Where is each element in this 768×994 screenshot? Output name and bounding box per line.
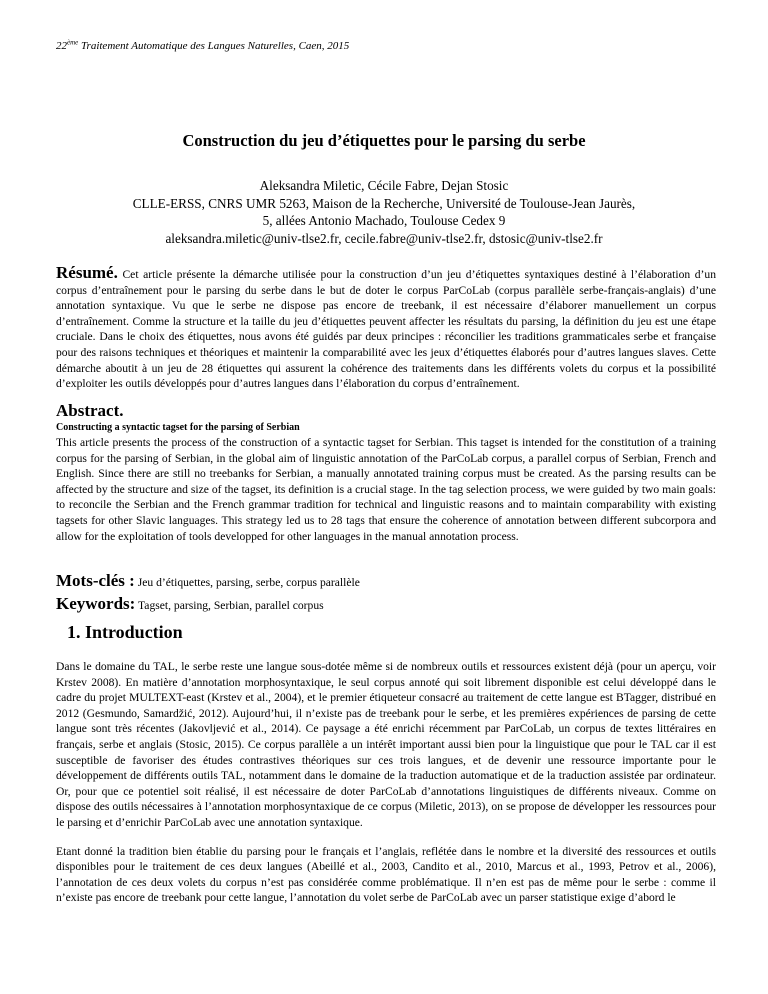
keywords-en-label: Keywords: [56,594,136,613]
author-emails: aleksandra.miletic@univ-tlse2.fr, cecile.fabre@univ-tlse2.fr, dstosic@univ-tlse2.fr [165,231,603,247]
header-ordinal-suffix: ème [67,38,79,47]
author-block [0,177,768,248]
header-conference: Traitement Automatique des Langues Naturelles, Caen, 2015 [81,40,350,52]
abstract-heading: Abstract. [56,401,124,420]
paper-title: Construction du jeu d’étiquettes pour le parsing du serbe [182,131,586,150]
resume-heading: Résumé. [56,263,118,282]
running-header [56,40,349,52]
keywords-fr-label: Mots-clés : [56,571,135,590]
affiliation-line-2: 5, allées Antonio Machado, Toulouse Cedex 9 [262,213,506,229]
keywords-en-line [56,593,716,616]
resume-text: Cet article présente la démarche utilisée pour la construction d’un jeu d’étiquettes syntaxiques destiné à l’élaboration d’un corpus d’entraînement pour le parsing du serbe dans le but de doter le corpus ParCoLab (corpus parallèle serbe-français-anglais) d’une annotation syntaxique. Vu que le serbe ne dispose pas encore de treebank, il est nécessaire d’élaborer manuellement un corpus d’entraînement. Comme la structure et la taille du jeu d’étiquettes peuvent affecter les résultats du parsing, la définition du jeu est une étape cruciale. Dans le choix des étiquettes, nous avons été guidés par deux principes : réconcilier les traditions grammaticales serbe et française pour des raisons techniques et théoriques et maintenir la comparabilité avec les jeux d’étiquettes élaborés pour d’autres langues slaves. Cette démarche aboutit à un jeu de 28 étiquettes qui assurent la cohérence des traitements dans les différents volets du corpus et la possibilité d’exploiter les outils développés pour d’autres langues dans l’élaboration du corpus d’entraînement. [56,268,716,391]
author-names: Aleksandra Miletic, Cécile Fabre, Dejan Stosic [259,178,509,193]
header-ordinal-number: 22 [56,40,67,52]
resume-section [56,265,716,392]
introduction-paragraph-2: Etant donné la tradition bien établie du parsing pour le français et l’anglais, reflétée dans le nombre et la diversité des ressources et outils disponibles pour le traitement de ces deux langues (Abeillé et al., 2003, Candito et al., 2010, Marcus et al., 1993, Petrov et al., 2006), l’annotation de ces deux volets du corpus n’est pas considérée comme problématique. Il n’en est pas de même pour le serbe : comme il n’existe pas encore de treebank pour cette langue, l’annotation du volet serbe de ParCoLab avec un parser statistique exige d’abord le [56,844,716,905]
introduction-body [56,659,716,906]
abstract-section [56,401,716,544]
keywords-section [56,570,716,616]
affiliation-line-1: CLLE-ERSS, CNRS UMR 5263, Maison de la Recherche, Université de Toulouse-Jean Jaurès, [132,195,636,211]
keywords-fr-line [56,570,716,593]
abstract-subtitle: Constructing a syntactic tagset for the parsing of Serbian [56,422,300,433]
introduction-heading: 1. Introduction [67,622,183,642]
abstract-text: This article presents the process of the construction of a syntactic tagset for Serbian. This tagset is intended for the constitution of a training corpus for the parsing of Serbian, in the global aim of linguistic annotation of the ParCoLab corpus, a parallel corpus of Serbian, French and English. Since there are still no treebanks for Serbian, a manually annotated training corpus must be created. As the parsing results can be affected by the structure and size of the tagset, its definition is a crucial stage. In the tag selection process, we were guided by two main goals: to reconcile the Serbian and the French grammar tradition for technical and linguistic reasons and to maintain comparability with existing tagsets for other Slavic languages. This strategy led us to 28 tags that ensure the coherence of annotation between different subcorpora and allow for the exploitation of tools developped for other languages in the manual annotation process. [56,436,716,543]
keywords-en-text: Tagset, parsing, Serbian, parallel corpus [138,599,324,612]
keywords-fr-text: Jeu d’étiquettes, parsing, serbe, corpus parallèle [137,576,360,589]
introduction-paragraph-1: Dans le domaine du TAL, le serbe reste une langue sous-dotée même si de nombreux outils et ressources existent déjà (pour un aperçu, voir Krstev 2008). En matière d’annotation morphosyntaxique, le seul corpus annoté qui soit librement disponible est celui développé dans le cadre du projet MULTEXT-east (Krstev et al., 2004), et le premier étiqueteur consacré au traitement de cette langue est BTagger, distribué en 2012 (Gesmundo, Samardžić, 2012). Aujourd’hui, il n’existe pas de treebank pour le serbe, et les premières expériences de parsing de cette langue sont très récentes (Jakovljević et al., 2014). Ce paysage a été enrichi récemment par ParCoLab, un corpus de textes littéraires en français, serbe et anglais (Stosic, 2015). Ce corpus parallèle a un intérêt important aussi bien pour la linguistique que pour le TAL car il est susceptible de favoriser des études contrastives théoriques sur ces trois langues, et de devenir une ressource importante pour le développement de différents outils TAL, notamment dans le domaine de la traduction automatique et de la traduction assistée par ordinateur. Or, pour que ce potentiel soit réalisé, il est nécessaire de doter ParCoLab d’annotations linguistiques de différents niveaux. Comme on dispose des outils nécessaires à l’annotation morphosyntaxique de ce corpus (Miletic, 2013), on se propose de développer les ressources pour le parsing et d’enrichir ParCoLab avec une annotation syntaxique. [56,660,716,829]
